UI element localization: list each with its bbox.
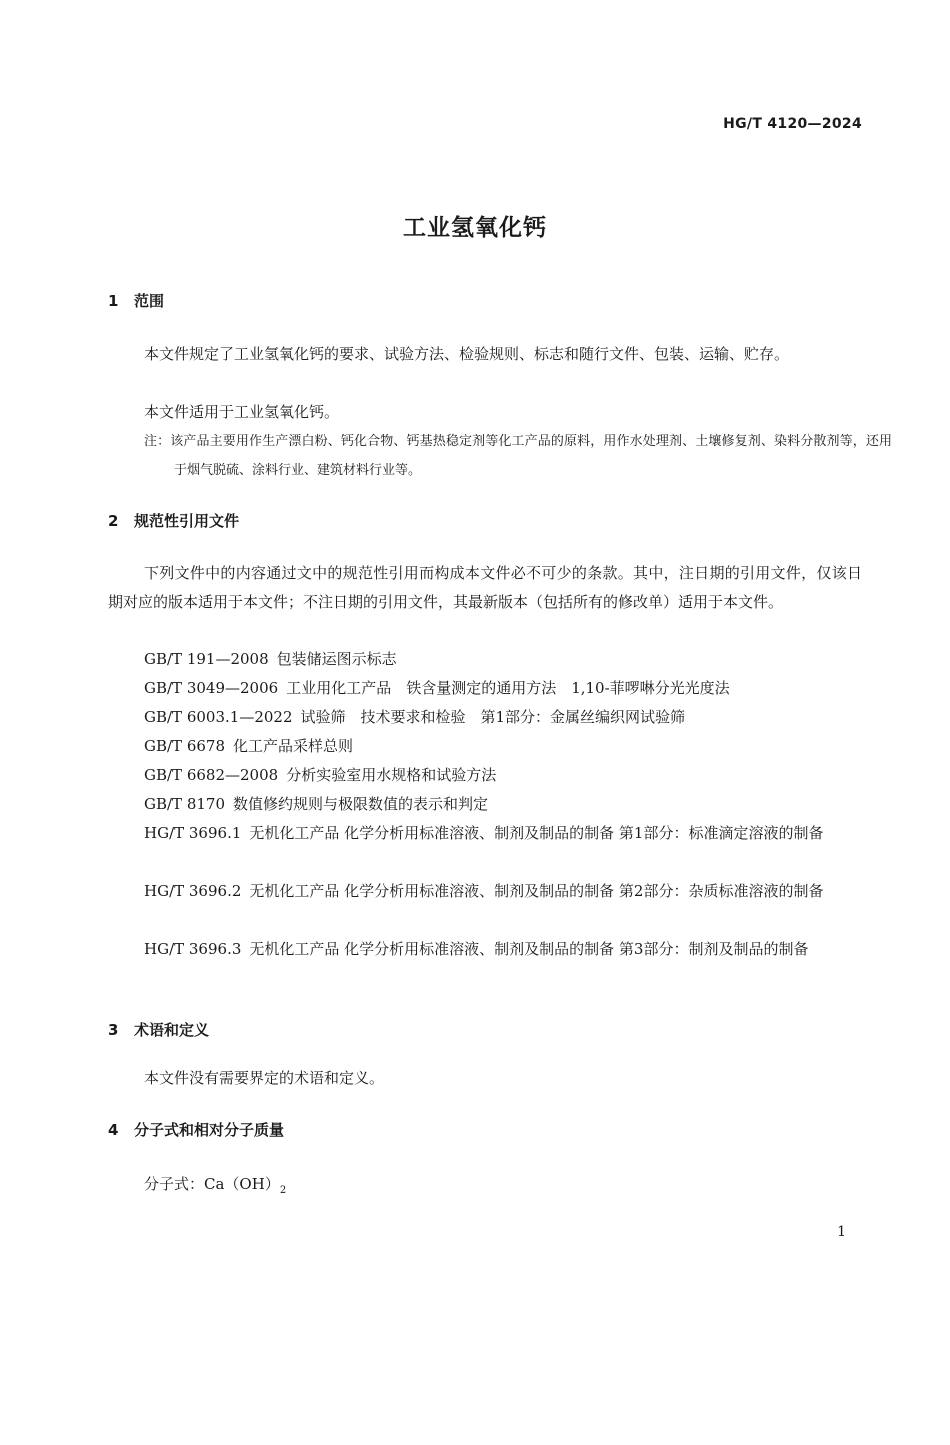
reference-code: GB/T 6678 (144, 737, 226, 755)
reference-code: GB/T 6003.1—2022 (144, 708, 293, 726)
section-1-heading (108, 290, 164, 311)
reference-code: GB/T 191—2008 (144, 650, 269, 668)
section-number: 2 (108, 512, 119, 530)
reference-title: 无机化工产品 化学分析用标准溶液、制剂及制品的制备 第1部分：标准滴定溶液的制备 (249, 824, 824, 842)
reference-item (144, 674, 862, 703)
reference-code: HG/T 3696.1 (144, 824, 242, 842)
reference-title: 化工产品采样总则 (233, 737, 354, 755)
reference-code: GB/T 8170 (144, 795, 226, 813)
page-number: 1 (837, 1224, 846, 1240)
scope-paragraph-2: 本文件适用于工业氢氧化钙。 (144, 403, 340, 421)
reference-item (108, 935, 862, 964)
section-title: 规范性引用文件 (134, 512, 240, 530)
section-title: 分子式和相对分子质量 (134, 1121, 285, 1139)
reference-item (144, 761, 862, 790)
reference-code: HG/T 3696.2 (144, 882, 242, 900)
section-title: 范围 (134, 292, 165, 310)
reference-item (144, 790, 862, 819)
section-number: 3 (108, 1021, 119, 1039)
formula-subscript: 2 (279, 1185, 287, 1196)
reference-title: 无机化工产品 化学分析用标准溶液、制剂及制品的制备 第3部分：制剂及制品的制备 (249, 940, 809, 958)
reference-item (144, 703, 862, 732)
reference-item (108, 877, 862, 906)
section-title: 术语和定义 (134, 1021, 210, 1039)
formula-label: 分子式： (144, 1175, 205, 1193)
reference-item (144, 645, 862, 674)
reference-item (108, 819, 862, 848)
reference-code: GB/T 3049—2006 (144, 679, 279, 697)
section-4-heading (108, 1119, 284, 1140)
reference-title: 工业用化工产品 铁含量测定的通用方法 1,10-菲啰啉分光光度法 (286, 679, 730, 697)
references-intro-paragraph: 下列文件中的内容通过文中的规范性引用而构成本文件必不可少的条款。其中，注日期的引用文件，仅该日期对应的版本适用于本文件；不注日期的引用文件，其最新版本（包括所有的修改单）适用于本文件。 (108, 564, 862, 611)
reference-title: 包装储运图示标志 (276, 650, 397, 668)
section-number: 1 (108, 292, 119, 310)
reference-title: 试验筛 技术要求和检验 第1部分：金属丝编织网试验筛 (300, 708, 686, 726)
scope-note: 注：该产品主要用作生产漂白粉、钙化合物、钙基热稳定剂等化工产品的原料，用作水处理剂、土壤修复剂、染料分散剂等，还用于烟气脱硫、涂料行业、建筑材料行业等。 (144, 434, 892, 478)
section-number: 4 (108, 1121, 119, 1139)
reference-code: HG/T 3696.3 (144, 940, 242, 958)
document-title: 工业氢氧化钙 (403, 215, 547, 241)
reference-item (144, 732, 862, 761)
molecular-formula (144, 1170, 286, 1205)
standard-code: HG/T 4120—2024 (723, 116, 862, 132)
reference-title: 数值修约规则与极限数值的表示和判定 (233, 795, 489, 813)
section-3-heading (108, 1019, 209, 1040)
formula-base: Ca（OH） (204, 1175, 280, 1193)
reference-code: GB/T 6682—2008 (144, 766, 279, 784)
section-2-heading (108, 510, 239, 531)
reference-title: 无机化工产品 化学分析用标准溶液、制剂及制品的制备 第2部分：杂质标准溶液的制备 (249, 882, 824, 900)
scope-paragraph-1: 本文件规定了工业氢氧化钙的要求、试验方法、检验规则、标志和随行文件、包装、运输、贮存。 (144, 345, 790, 363)
terms-paragraph: 本文件没有需要界定的术语和定义。 (144, 1069, 385, 1087)
reference-title: 分析实验室用水规格和试验方法 (286, 766, 497, 784)
